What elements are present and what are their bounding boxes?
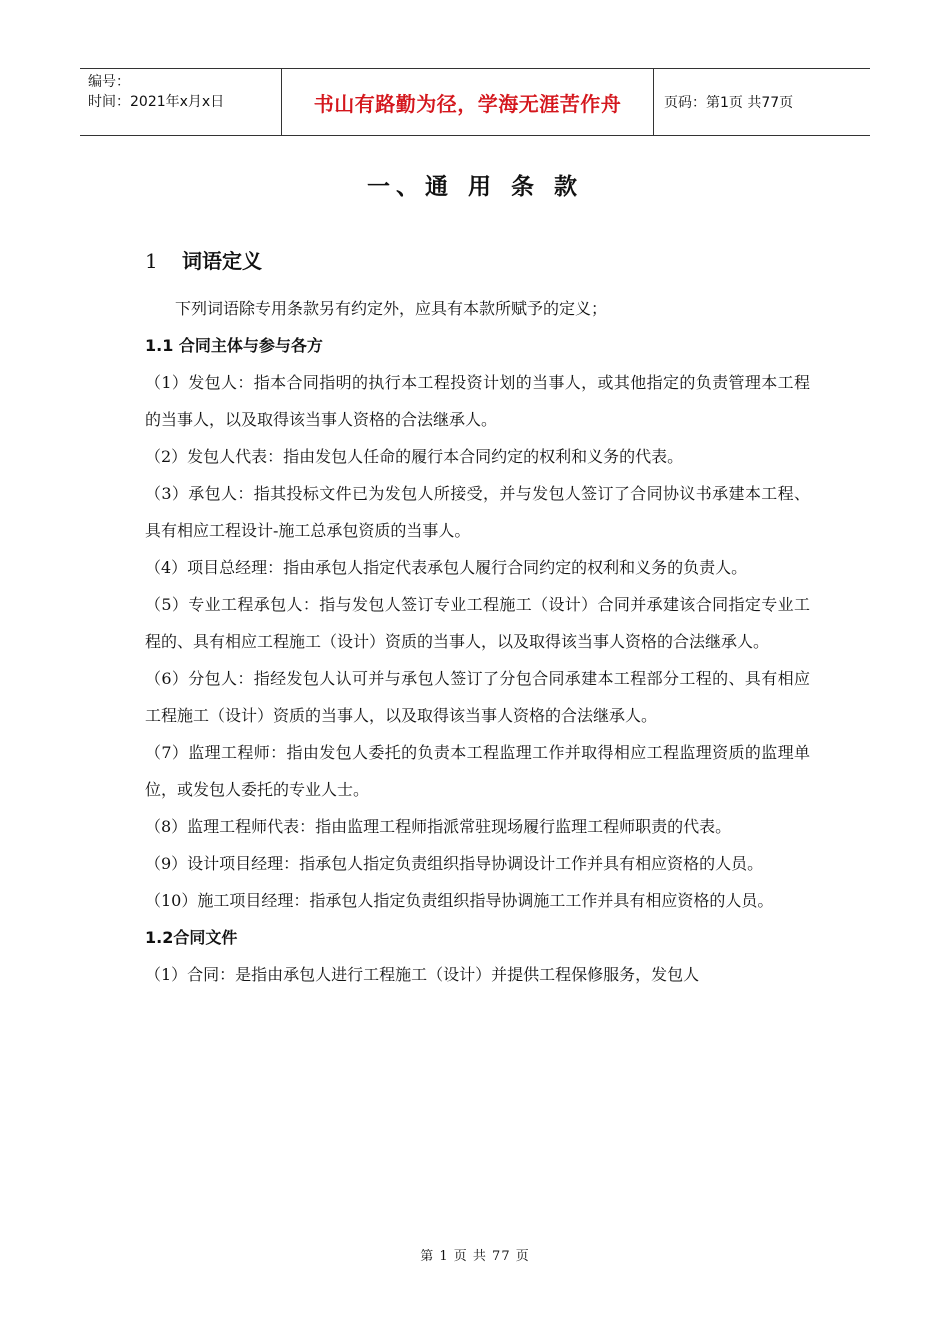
header-page-info: 页码：第1页 共77页 [664,95,794,111]
document-header [80,68,870,136]
section-title: 词语定义 [181,249,262,273]
section-number: 1 [145,249,158,273]
definition-item: （3）承包人：指其投标文件已为发包人所接受，并与发包人签订了合同协议书承建本工程、具有相应工程设计-施工总承包资质的当事人。 [145,484,810,540]
page-footer: 第 1 页 共 77 页 [420,1249,530,1264]
header-motto: 书山有路勤为径，学海无涯苦作舟 [281,69,654,135]
document-time-label: 时间：2021年x月x日 [88,94,225,110]
definition-item: （7）监理工程师：指由发包人委托的负责本工程监理工作并取得相应工程监理资质的监理单位，或发包人委托的专业人士。 [145,743,810,799]
subsection-heading: 1.1 合同主体与参与各方 [145,336,323,355]
page-title: 一、通 用 条 款 [366,174,584,200]
definition-item: （10）施工项目经理：指承包人指定负责组织指导协调施工工作并具有相应资格的人员。 [145,891,774,910]
intro-paragraph: 下列词语除专用条款另有约定外，应具有本款所赋予的定义； [175,299,608,318]
document-number-label: 编号： [88,74,130,90]
definition-item: （6）分包人：指经发包人认可并与承包人签订了分包合同承建本工程部分工程的、具有相应工程施工（设计）资质的当事人，以及取得该当事人资格的合法继承人。 [145,669,810,725]
document-body [145,290,810,993]
definition-item: （1）合同：是指由承包人进行工程施工（设计）并提供工程保修服务，发包人 [145,965,700,984]
definition-item: （2）发包人代表：指由发包人任命的履行本合同约定的权利和义务的代表。 [145,447,684,466]
header-meta-cell [80,69,281,135]
subsection-heading: 1.2合同文件 [145,928,238,947]
definition-item: （9）设计项目经理：指承包人指定负责组织指导协调设计工作并具有相应资格的人员。 [145,854,764,873]
section-heading [145,245,262,274]
definition-item: （1）发包人：指本合同指明的执行本工程投资计划的当事人，或其他指定的负责管理本工程的当事人，以及取得该当事人资格的合法继承人。 [145,373,810,429]
definition-item: （8）监理工程师代表：指由监理工程师指派常驻现场履行监理工程师职责的代表。 [145,817,732,836]
definition-item: （4）项目总经理：指由承包人指定代表承包人履行合同约定的权利和义务的负责人。 [145,558,748,577]
definition-item: （5）专业工程承包人：指与发包人签订专业工程施工（设计）合同并承建该合同指定专业工程的、具有相应工程施工（设计）资质的当事人，以及取得该当事人资格的合法继承人。 [145,595,810,651]
